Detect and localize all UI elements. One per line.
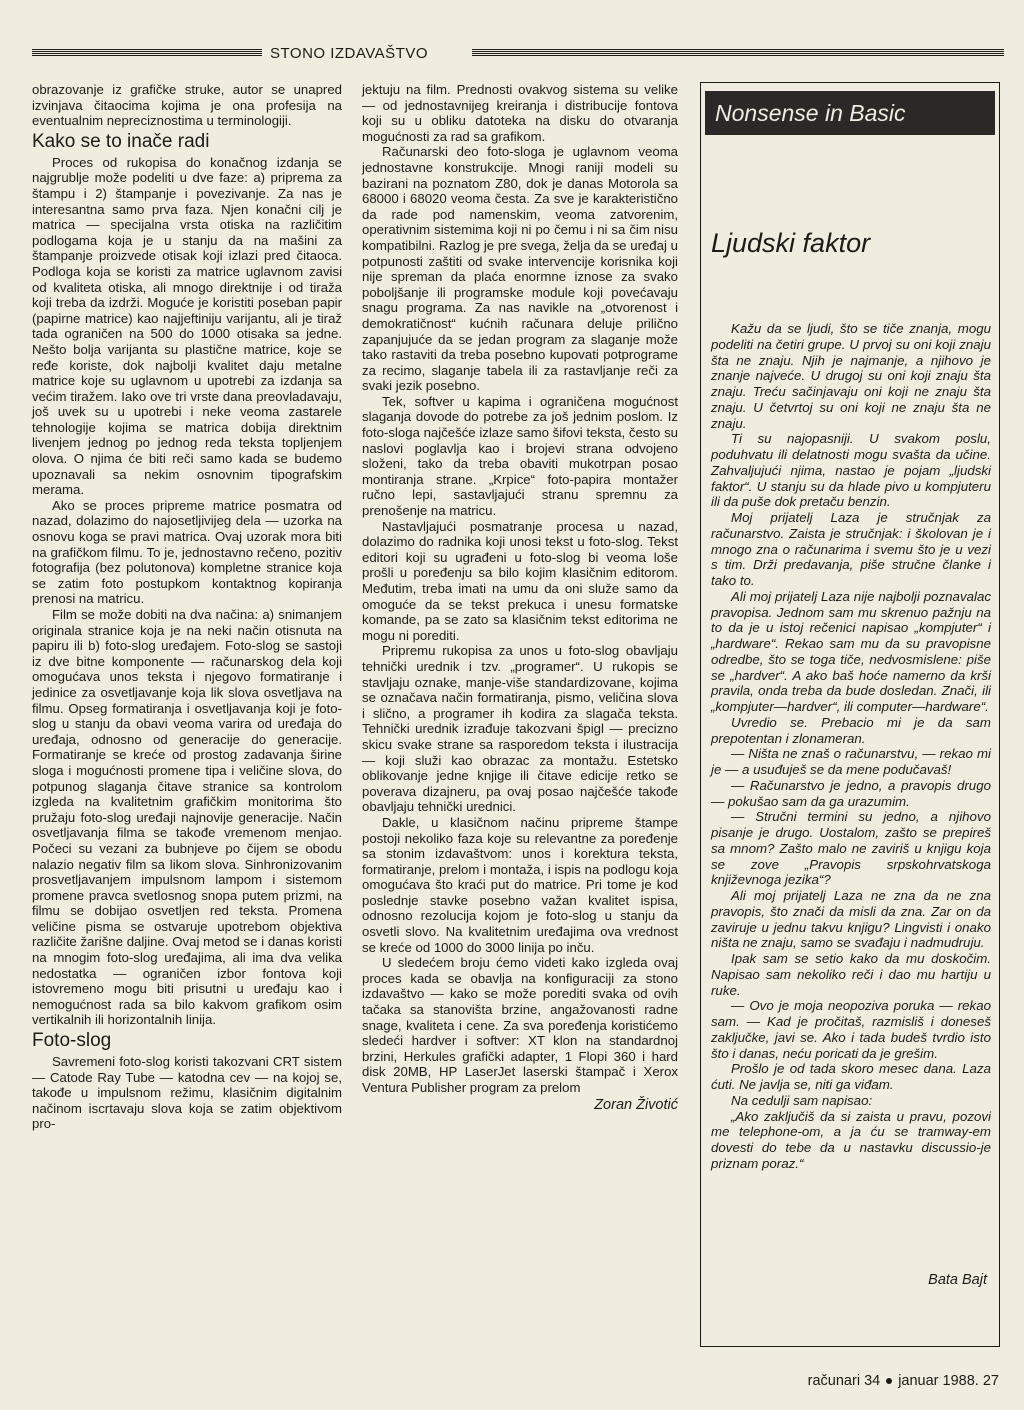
paragraph: Prošlo je od tada skoro mesec dana. Laza ćuti. Ne javlja se, niti ga viđam. <box>711 1061 991 1092</box>
article-column-1 <box>32 82 342 1347</box>
paragraph: Proces od rukopisa do konačnog izdanja se najgrublje može podeliti u dve faze: a) priprema za štampu i 2) štampanje i povezivanje. Za nas je interesantna samo prva faza. Njen konačni cilj je matrica — specijalna vrsta otiska na različitim podlogama koja je u stanju da na mašini za štampanje proizvede otisak koji izlazi pred čitaoca. Podloga koja se koristi za matrice uglavnom zavisi od kvaliteta otiska, ali mnogo direktnije i od tiraža koji treba da izdrži. Moguće je koristiti poseban papir (papirne matrice) kao najjeftiniju varijantu, ali je tiraž tada ograničen na 500 do 1000 otisaka sa jedne. Nešto bolja varijanta su plastične matrice, koje se ređe koriste, dok najbolji kvalitet daju metalne matrice koje su uglavnom u upotrebi za izdanja sa većim tiražem. Iako ove tri vrste dana preovladavaju, još uvek su u upotrebi i neke veoma zastarele tehnologije kojima se matrica dobija direktnim livenjem jednog po jednog reda teksta topljenjem olova. O njima će biti reči samo kada se budemo upoznavali sa nekim osnovnim tipografskim merama. <box>32 154 342 498</box>
paragraph: Računarski deo foto-sloga je uglavnom veoma jednostavne konstrukcije. Mnogi raniji modeli su bazirani na poznatom Z80, dok je danas Motorola sa 68000 i 68020 veoma česta. Za sve je karakteristično da rade pod namenskim, veoma zatvorenim, operativnim sistemima koji ni po čemu i ni sa čim nisu kompatibilni. Razlog je pre svega, želja da se uređaj u potpunosti zaštiti od svake intervencije korisnika koji nije spreman da plaća enormne iznose za svako poboljšanje ili programske module koji povećavaju snagu programa. Za nas navikle na „otvorenost i demokratičnost“ kućnih računara deluje prilično zapanjujuće da se jedan program za slaganje može tako rastaviti da treba posebno kupovati potprograme za recimo, slaganje tabela ili za rastavljanje reči za svaki jezik posebno. <box>362 144 678 394</box>
paragraph: Ali moj prijatelj Laza ne zna da ne zna pravopis, što znači da misli da zna. Zar on da zaviruje u jednu takvu knjigu? Lingvisti i onako ništa ne znaju, samo se svađaju i nadmudruju. <box>711 888 991 951</box>
page-header <box>32 42 1004 66</box>
paragraph: Ipak sam se setio kako da mu doskočim. Napisao sam nekoliko reči i dao mu hartiju u ruke. <box>711 951 991 998</box>
column-title: Ljudski faktor <box>711 228 871 258</box>
paragraph: Pripremu rukopisa za unos u foto-slog obavljaju tehnički urednik i tzv. „programer“. U rukopis se stavljaju oznake, manje-više standardizovane, kojima se označava način formatiranja, pismo, veličina slova i slično, a programer ih kodira za slagača teksta. Tehnički urednik izrađuje takozvani špigl — precizno skicu svake strane sa rasporedom teksta i ilustracija — koji služi kao obrazac za montažu. Estetsko oblikovanje jedne knjige ili čitave edicije retko se poverava dizajneru, pa ovaj posao najčešće takođe obavljaju tehnički urednici. <box>362 643 678 815</box>
article-author: Zoran Životić <box>594 1096 678 1113</box>
paragraph: Na cedulji sam napisao: <box>731 1092 873 1108</box>
header-rule-left <box>32 49 262 57</box>
paragraph: Moj prijatelj Laza je stručnjak za računarstvo. Zaista je stručnjak: i školovan je i mnogo zna o računarima i svemu što je u vezi s tim. Drži predavanja, piše stručne članke i tako to. <box>711 510 991 588</box>
paragraph: Savremeni foto-slog koristi takozvani CRT sistem — Catode Ray Tube — katodna cev — na kojoj se, takođe u impulsnom režimu, klasičnim digitalnim načinom iscrtavaju slova koja se zatim objektivom pro- <box>32 1054 342 1132</box>
paragraph: Nastavljajući posmatranje procesa u nazad, dolazimo do radnika koji unosi tekst u foto-slog. Tekst editori koji su ugrađeni u foto-slog bi veoma loše prošli u poređenju sa bilo kojim klasičnim editorom. Međutim, treba imati na umu da oni služe samo da omoguće da se tekst prekuca i unesu formatske komande, pa se zato sa klasičnim tekst editorima ne mogu ni porediti. <box>362 518 678 643</box>
paragraph: — Stručni termini su jedno, a njihovo pisanje je drugo. Uostalom, zašto se prepireš sa mnom? Zašto malo ne zaviriš u knjigu koja se zove „Pravopis srpskohrvatskoga književnoga jezika“? <box>711 809 991 888</box>
paragraph: Ako se proces pripreme matrice posmatra od nazad, dolazimo do najosetljivijeg dela — uzorka na osnovu koga se pravi matrica. Ovaj uzorak mora biti na grafičkom filmu. To je, jednostavno rečeno, pozitiv fotografija (bez polutonova) kompletne stranice koja se zatim foto postupkom kontaktnog kopiranja prenosi na matricu. <box>32 497 342 607</box>
sidebar-box-column <box>700 82 1000 1347</box>
paragraph: Kažu da se ljudi, što se tiče znanja, mogu podeliti na četiri grupe. U prvoj su oni koji znaju šta ne znaju. Njih je najmanje, a njihovo je znanje najveće. U drugoj su oni koji znaju šta znaju. Treću sačinjavaju oni koji ne znaju šta znaju. U četvrtoj su oni koji ne znaju šta ne znaju. <box>711 321 991 431</box>
paragraph: Ali moj prijatelj Laza nije najbolji poznavalac pravopisa. Jednom sam mu skrenuo pažnju na to da je u istoj rečenici napisao „kompjuter“ i „hardware“. Rekao sam mu da su pravopisne odredbe, što se toga tiče, nedvosmislene: piše se „hardver“. A ako baš hoće namerno da krši pravila, onda treba da bude dosledan. Znači, ili „kompjuter—hardver“, ili computer—hardware“. <box>711 588 991 714</box>
paragraph: Tek, softver u kapima i ograničena mogućnost slaganja dovode do potrebe za još jednim poslom. Iz foto-sloga najčešće izlaze samo šifovi teksta, često su naslovi poglavlja kao i brojevi strana odvojeno složeni, tako da treba obaviti mukotrpan posao montiranja strane. „Krpice“ foto-papira montažer ručno lepi, sastavljajući stranu spremnu za prenošenje na matricu. <box>362 393 678 519</box>
bullet-icon <box>886 1378 892 1384</box>
paragraph: Ti su najopasniji. U svakom poslu, poduhvatu ili delatnosti mogu svašta da učine. Zahvaljujući njima, nastao je pojam „ljudski faktor“. U stanju su da hlade pivo u kompjuteru ili da puše dok pretaču benzin. <box>711 431 991 510</box>
paragraph: Film se može dobiti na dva načina: a) snimanjem originala stranice koja je na neki način otisnuta na papiru ili b) foto-slog uređajem. Foto-slog se sastoji iz dve bitne komponente — računarskog dela koji omogućava unos teksta i njegovo formatiranje i jedinice za osvetljavanje koja lik slova osvetljava na filmu. Opseg formatiranja i osvetljavanja koji je foto-slog u stanju da obavi veoma varira od uređaja do uređaja, odnosno od generacije do generacije. Formatiranje se kreće od prostog zadavanja širine sloga i mogućnosti promene tipa i veličine slova, do potpunog slaganja čitave stranice sa kontrolom izgleda na kvalitetnim grafičkim monitorima što pružaju foto-slog uređaji najnovije generacije. Način osvetljavanja filma se takođe vremenom menjao. Počeci su vezani za bubnjeve po čijem se obodu nalazio negativ film sa likom slova. Sinhronizovanim prosvetljavanjem impulsnom lampom i sistemom promene pravca svetlosnog snopa putem prizmi, na filmu se dobijao osvetljen red teksta. Promena veličine pisma se ostvaruje upotrebom objektiva različite žarišne daljine. Ovaj metod se i danas koristi na mnogim foto-slog uređajima, ali ima dva velika nedostatka — ograničen izbor fontova koji istovremeno mogu biti prisutni u uređaju kao i nemogućnost rada sa bilo kakvom grafikom osim vertikalnih ili horizontalnih linija. <box>32 607 342 1028</box>
subheading: Kako se to inače radi <box>32 130 210 152</box>
paragraph: — Računarstvo je jedno, a pravopis drugo — pokušao sam da ga urazumim. <box>711 777 991 809</box>
column-box <box>700 82 1000 1347</box>
paragraph: — Ništa ne znaš o računarstvu, — rekao mi je — a usuđuješ se da mene podučavaš! <box>711 746 991 777</box>
column-author: Bata Bajt <box>928 1272 987 1288</box>
column-banner: Nonsense in Basic <box>705 91 995 135</box>
paragraph: obrazovanje iz grafičke struke, autor se unapred izvinjava čitaocima kojima je ona profesija na eventualnim nepreciznostima u terminologiji. <box>32 82 342 129</box>
paragraph: Uvredio se. Prebacio mi je da sam prepotentan i zlonameran. <box>711 714 991 746</box>
page-number: 27 <box>982 1373 999 1389</box>
paragraph: jektuju na film. Prednosti ovakvog sistema su velike — od jednostavnijeg kreiranja i distribucije fontova koji su u obliku datoteka na disku do otvaranja mogućnosti za rad sa grafikom. <box>362 82 678 144</box>
issue-date: januar 1988. <box>898 1373 979 1389</box>
subheading: Foto-slog <box>32 1030 112 1052</box>
article-column-2 <box>362 82 678 1347</box>
page-footer <box>808 1373 999 1389</box>
paragraph: — Ovo je moja neopoziva poruka — rekao sam. — Kad je pročitaš, razmisliš i doneseš zaključke, javi se. Ako i tada budeš tvrdio isto što i danas, neću poricati da je grešim. <box>711 998 991 1061</box>
paragraph: U sledećem broju ćemo videti kako izgleda ovaj proces kada se obavlja na konfiguraciji za stono izdavaštvo — kako se može porediti svaka od ovih tačaka sa stanovišta brzine, angažovanosti radne snage, kvaliteta i cene. Za sva poređenja koristićemo sledeći hardver i softver: XT klon na standardnoj brzini, Herkules grafički adapter, 1 Flopi 360 i hard disk 20MB, HP LaserJet laserski štampač i Xerox Ventura Publisher program za prelom <box>362 955 678 1095</box>
section-title: STONO IZDAVAŠTVO <box>270 45 429 62</box>
magazine-issue: računari 34 <box>807 1373 881 1389</box>
header-rule-right <box>472 49 1004 57</box>
column-text <box>711 321 991 1172</box>
paragraph: Dakle, u klasičnom načinu pripreme štampe postoji nekoliko faza koje su relevantne za poređenje sa stonim izdavaštvom: unos i korektura teksta, formatiranje, prelom i montaža, i ispis na podlogu koja omogućava što kraći put do matrice. Pri tome je kod poslednje stavke posebno važan kvalitet ispisa, odnosno rezolucija kojom je foto-slog u stanju da osvetli slovo. Na kvalitetnim uređajima ova vrednost se kreće od 1000 do 3000 linija po inču. <box>362 814 678 955</box>
paragraph: „Ako zaključiš da si zaista u pravu, pozovi me telephone-om, a ja ću se tramway-em dovesti do tebe da u nastavku discussio-je priznam poraz.“ <box>711 1108 991 1171</box>
